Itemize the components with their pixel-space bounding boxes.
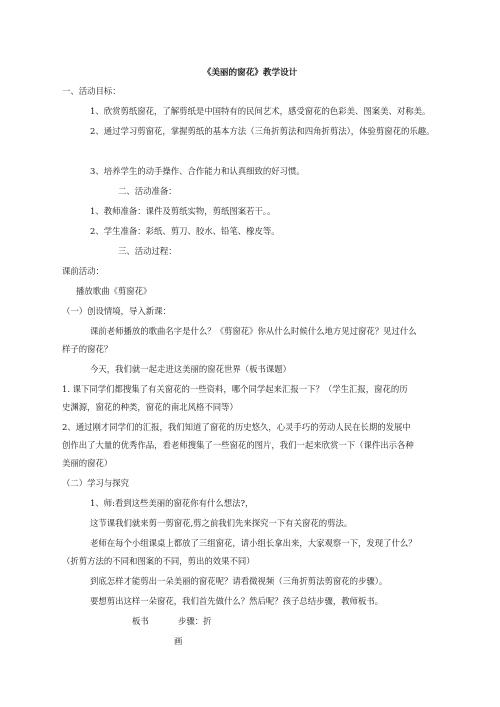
text-line: 3、培养学生的动手操作、合作能力和认真细致的好习惯。: [90, 166, 305, 176]
text-line: 要想剪出这样一朵窗花，我们首先做什么？然后呢？孩子总结步骤，教师板书。: [90, 596, 384, 606]
text-line: 到底怎样才能剪出一朵美丽的窗花呢？请看微视频（三角折剪法剪窗花的步骤）。: [90, 576, 388, 586]
text-line: 二、活动准备：: [118, 186, 177, 196]
text-line: 1、师:看到这些美丽的窗花你有什么想法?，: [90, 498, 254, 508]
text-line: （折剪方法的不同和图案的不同，剪出的效果不同）: [62, 556, 255, 566]
text-line: 课前活动：: [62, 266, 104, 276]
text-line: 创作出了大量的优秀作品，看老师搜集了一些窗花的图片，我们一起来欣赏一下（课件出示各种: [62, 440, 414, 450]
text-line: 1、教师准备：课件及剪纸实物，剪纸图案若干。。: [90, 206, 276, 216]
text-line: 美丽的窗花）: [62, 458, 113, 468]
text-line: 一、活动目标：: [62, 86, 121, 96]
text-line: 样子的窗花？: [62, 344, 113, 354]
text-line: 老师在每个小组课桌上都放了三组窗花，请小组长拿出来，大家观察一下，发现了什么？: [90, 538, 417, 548]
text-line: 这节课我们就来剪一剪窗花,剪之前我们先来探究一下有关窗花的剪法。: [90, 518, 353, 528]
text-line: 步骤：折: [178, 616, 212, 626]
text-line: 播放歌曲《剪窗花》: [76, 286, 152, 296]
text-line: 2、通过学习剪窗花，掌握剪纸的基本方法（三角折剪法和四角折剪法），体验剪窗花的乐趣。: [90, 126, 435, 136]
text-line: 今天，我们就一起走进这美丽的窗花世界（板书课题）: [90, 364, 291, 374]
document-title: 《美丽的窗花》教学设计: [202, 68, 298, 78]
text-line: 2、学生准备：彩纸、剪刀、胶水、铅笔、橡皮等。: [90, 226, 280, 236]
text-line: （一）创设情境，导入新课：: [62, 306, 171, 316]
text-line: 史渊源，窗花的种类，窗花的南北风格不同等）: [62, 402, 238, 412]
text-line: 板书: [132, 616, 149, 626]
text-line: 1、欣赏剪纸窗花，了解剪纸是中国特有的民间艺术，感受窗花的色彩美、图案美、对称美。: [90, 106, 431, 116]
text-line: 2、通过刚才同学们的汇报，我们知道了窗花的历史悠久，心灵手巧的劳动人民在长期的发展中: [62, 422, 411, 432]
text-line: 课前老师播放的歌曲名字是什么？《剪窗花》你从什么时候什么地方见过窗花？见过什么: [90, 326, 417, 336]
text-line: （二）学习与探究: [62, 478, 129, 488]
text-line: 画: [174, 636, 183, 646]
text-line: 三、活动过程：: [118, 246, 177, 256]
text-line: 1. 课下同学们都搜集了有关窗花的一些资料，哪个同学起来汇报一下？（学生汇报，窗花的历: [62, 384, 408, 394]
